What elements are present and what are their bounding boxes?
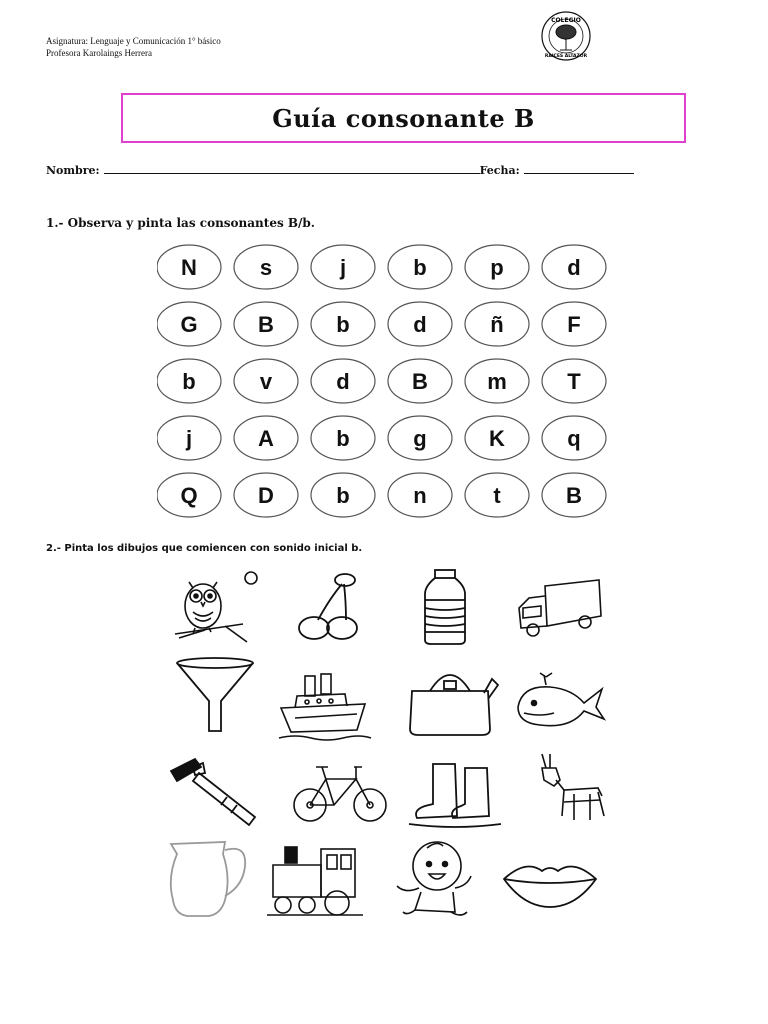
letter-bubble[interactable] [311, 245, 375, 289]
letter-bubble[interactable] [388, 473, 452, 517]
letter-bubble[interactable] [542, 416, 606, 460]
bubble-letter: T [567, 369, 581, 394]
letter-bubble[interactable] [311, 302, 375, 346]
letter-bubble[interactable] [311, 416, 375, 460]
bubble-letter: s [259, 255, 273, 280]
letter-bubble[interactable] [542, 302, 606, 346]
bubble-letter: b [336, 483, 350, 508]
letter-bubble[interactable] [542, 245, 606, 289]
bubble-letter: N [181, 255, 197, 280]
tree-icon [556, 25, 576, 50]
bubble-letter: G [180, 312, 198, 337]
boots-icon[interactable] [405, 758, 505, 838]
baby-icon[interactable] [385, 838, 485, 918]
train-icon[interactable] [265, 843, 365, 923]
letter-bubble[interactable] [234, 359, 298, 403]
letter-bubble[interactable] [234, 473, 298, 517]
bubble-letter: p [490, 255, 504, 280]
logo-bottom-text: RAICES ALTAZOR [544, 54, 588, 59]
jug-icon[interactable] [165, 838, 265, 918]
bubble-letter: m [487, 369, 507, 394]
bubble-letter: j [185, 426, 193, 451]
letter-bubble[interactable] [157, 245, 221, 289]
title-box [121, 93, 686, 143]
truck-icon[interactable] [505, 568, 605, 648]
bubble-letter: j [339, 255, 347, 280]
exercise2-instruction: 2.- Pinta los dibujos que comiencen con sonido inicial b. [46, 543, 363, 554]
exercise1-instruction: 1.- Observa y pinta las consonantes B/b. [46, 216, 315, 230]
name-field[interactable] [104, 163, 480, 174]
hammer-icon[interactable] [165, 753, 265, 833]
bubble-letter: b [182, 369, 196, 394]
letter-bubble[interactable] [388, 416, 452, 460]
water-bottle-icon[interactable] [395, 568, 495, 648]
lips-icon[interactable] [500, 843, 600, 923]
letter-bubble[interactable] [388, 245, 452, 289]
funnel-icon[interactable] [165, 653, 265, 733]
bubble-letter: F [567, 312, 581, 337]
page-title: Guía consonante B [272, 103, 535, 133]
letter-bubble[interactable] [388, 302, 452, 346]
bubble-letter: b [336, 426, 350, 451]
letter-bubble[interactable] [234, 245, 298, 289]
bicycle-icon[interactable] [290, 753, 390, 833]
bubble-letter: b [336, 312, 350, 337]
bubble-letter: K [489, 426, 505, 451]
letter-bubble[interactable] [542, 359, 606, 403]
letter-bubble[interactable] [542, 473, 606, 517]
header-info [46, 35, 221, 59]
subject-line: Asignatura: Lenguaje y Comunicación 1° básico [46, 36, 221, 46]
letter-bubble[interactable] [388, 359, 452, 403]
donkey-icon[interactable] [520, 750, 620, 830]
letter-bubble[interactable] [234, 416, 298, 460]
bubble-letter: v [259, 369, 273, 394]
letter-bubble[interactable] [157, 359, 221, 403]
bubble-letter: d [567, 255, 581, 280]
letter-bubble[interactable] [157, 416, 221, 460]
bubble-letter: d [413, 312, 427, 337]
date-label: Fecha: [479, 164, 520, 177]
bubble-letter: t [493, 483, 501, 508]
letter-grid [157, 244, 617, 518]
letter-bubble[interactable] [465, 473, 529, 517]
letter-bubble[interactable] [465, 359, 529, 403]
letter-bubble[interactable] [311, 473, 375, 517]
letter-bubble[interactable] [234, 302, 298, 346]
bubble-letter: n [413, 483, 427, 508]
bubble-letter: b [413, 255, 427, 280]
name-label: Nombre: [46, 164, 100, 177]
name-date-line [46, 163, 634, 177]
bubble-letter: q [567, 426, 581, 451]
bubble-letter: Q [180, 483, 198, 508]
school-logo [530, 10, 602, 62]
pictures-grid [165, 568, 625, 913]
bubble-letter: B [412, 369, 428, 394]
letter-bubble[interactable] [311, 359, 375, 403]
logo-top-text: COLEGIO [551, 17, 581, 24]
letter-bubble[interactable] [465, 245, 529, 289]
bubble-letter: ñ [490, 312, 504, 337]
bubble-letter: D [258, 483, 274, 508]
kettle-icon[interactable] [400, 663, 500, 743]
letter-bubble[interactable] [465, 416, 529, 460]
letter-bubble[interactable] [157, 473, 221, 517]
date-field[interactable] [524, 163, 634, 174]
owl-icon[interactable] [165, 568, 265, 648]
cherries-icon[interactable] [280, 568, 380, 648]
bubble-letter: B [258, 312, 274, 337]
whale-icon[interactable] [510, 663, 610, 743]
bubble-letter: g [413, 426, 427, 451]
boat-icon[interactable] [275, 668, 375, 748]
letter-bubble[interactable] [465, 302, 529, 346]
bubble-letter: d [336, 369, 350, 394]
letter-bubble[interactable] [157, 302, 221, 346]
teacher-line: Profesora Karolaings Herrera [46, 48, 152, 58]
bubble-letter: B [566, 483, 582, 508]
bubble-letter: A [258, 426, 274, 451]
